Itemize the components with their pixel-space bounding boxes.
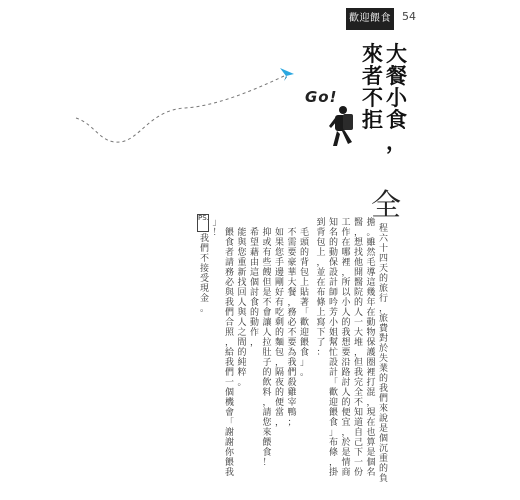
- text-column: 毛 頭 的 背 包 上 貼 著 「 歡 迎 餵 食 」 。: [300, 228, 310, 378]
- ps-mark: PS.: [197, 214, 209, 232]
- text-column: 不 需 要 豪 華 大 餐 ， 務 必 不 要 為 我 們 殺 雞 宰 鴨 ；: [287, 228, 297, 428]
- text-column: 如 果 您 手 邊 剛 好 有 吃 剩 的 麵 包 ， 隔 夜 的 便 當 ，: [275, 228, 285, 428]
- text-column: 希 望 藉 由 這 個 討 食 的 動 作 ，: [250, 228, 260, 348]
- text-column: 抑 或 有 些 餿 但 是 不 會 讓 人 拉 肚 子 的 飲 料 ， 請 您 來 餵 食 ！: [262, 228, 272, 468]
- text-column: 知 名 的 動 保 設 計 師 吟 芳 小 姐 幫 忙 設 計 「 歡 迎 餵 食 」 布 條 ， 掛: [329, 218, 339, 478]
- title-column: 來 者 不 拒: [362, 42, 383, 132]
- section-title: 歡迎餵食: [349, 13, 391, 24]
- title-column: 大 餐 小 食 ，: [386, 42, 407, 154]
- hiker-illustration: [326, 104, 360, 150]
- text-column: 餵 食 者 請 務 必 與 我 們 合 照 ， 給 我 們 一 個 機 會 「 謝 謝 你 餵 我: [225, 228, 235, 478]
- text-column: 」 ！: [212, 218, 222, 238]
- go-label: Go!: [305, 88, 338, 106]
- text-column: 到 背 包 上 ， 並 在 布 條 上 寫 下 了 ：: [316, 218, 326, 358]
- text-column: 能 與 您 重 新 找 回 人 與 人 之 間 的 純 粹 。: [237, 228, 247, 388]
- drop-cap: 全: [371, 188, 401, 223]
- text-column: 程 六 十 四 天 的 旅 行 ， 旅 費 對 於 失 業 的 我 們 來 說 是 個 沉 重 的 負: [379, 224, 389, 484]
- text-column: 醫 ， 想 找 他 開 醫 院 的 人 一 大 堆 ， 但 我 完 全 不 知 道 自 己 下 一 份: [354, 218, 364, 478]
- text-column: 擔 。 雖 然 毛 導 這 幾 年 在 動 物 保 護 圈 裡 打 混 ， 現 在 也 算 是 個 名: [366, 218, 376, 478]
- page-number: 54: [402, 10, 416, 23]
- ps-column: 我 們 不 接 受 現 金 。: [200, 234, 210, 314]
- flight-path-line: [0, 0, 520, 200]
- text-column: 工 作 在 哪 裡 ， 所 以 小 人 的 我 想 要 沿 路 討 人 的 便 宜 ， 於 是 情 商: [341, 218, 351, 478]
